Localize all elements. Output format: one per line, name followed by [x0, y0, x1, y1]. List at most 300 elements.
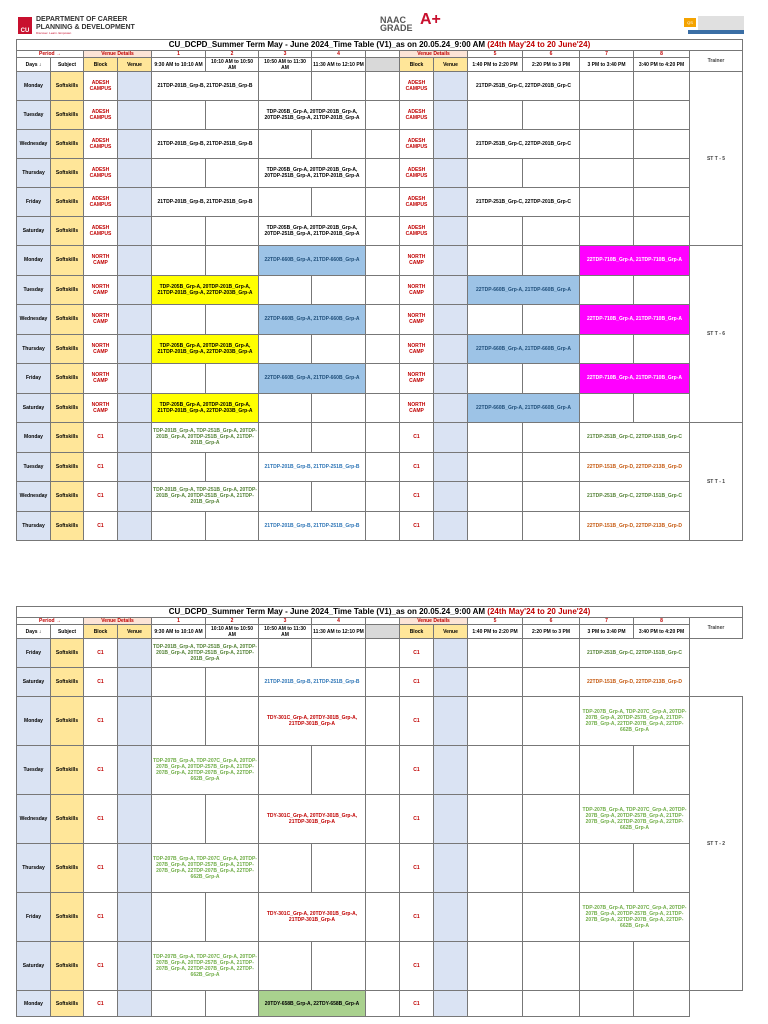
venue-cell	[434, 101, 468, 130]
empty-cell	[580, 393, 634, 423]
block-cell: ADESH CAMPUS	[400, 159, 434, 188]
block-cell: C1	[400, 746, 434, 795]
subject-cell: Softskills	[51, 639, 84, 668]
class-cell: 20TDY-658B_Grp-A, 22TDY-658B_Grp-A	[259, 991, 366, 1017]
block-cell: C1	[400, 511, 434, 541]
naac-line-2: GRADE	[380, 23, 413, 33]
class-cell: 22TDP-710B_Grp-A, 21TDP-710B_Grp-A	[580, 246, 690, 276]
dept-tagline: Discover. Learn. Empower.	[36, 31, 72, 35]
lunch-cell	[366, 668, 400, 697]
empty-cell	[580, 991, 634, 1017]
time-slot-header: 3 PM to 3:40 PM	[580, 58, 634, 72]
empty-cell	[152, 991, 206, 1017]
venue-cell	[434, 668, 468, 697]
time-slot-header: 10:50 AM to 11:30 AM	[259, 58, 312, 72]
venue-details-header: Venue Details	[84, 51, 152, 58]
venue-cell	[434, 364, 468, 394]
time-slot-header: 1:40 PM to 2:20 PM	[468, 625, 523, 639]
lunch-cell	[366, 393, 400, 423]
period-number: 1	[152, 51, 206, 58]
empty-cell	[259, 72, 312, 101]
lunch-cell	[366, 217, 400, 246]
empty-cell	[523, 746, 580, 795]
lunch-cell	[366, 305, 400, 335]
class-cell: TDP-207B_Grp-A, TDP-207C_Grp-A, 20TDP-207B_Grp-A, 20TDP-257B_Grp-A, 21TDP-207B_Grp-A, 22TDP-207B_Grp-A, 22TDP-662B_Grp-A	[152, 844, 259, 893]
empty-cell	[468, 101, 523, 130]
empty-cell	[468, 668, 523, 697]
empty-cell	[634, 393, 690, 423]
empty-cell	[206, 893, 259, 942]
naac-badge	[380, 11, 441, 33]
empty-cell	[468, 217, 523, 246]
venue-cell	[118, 334, 152, 364]
empty-cell	[152, 893, 206, 942]
class-cell: TDP-205B_Grp-A, 20TDP-201B_Grp-A, 21TDP-201B_Grp-A, 22TDP-203B_Grp-A	[152, 334, 259, 364]
trainer-cell: ST T - 5	[690, 72, 743, 246]
subject-cell: Softskills	[51, 364, 84, 394]
empty-cell	[468, 893, 523, 942]
dept-line-1: DEPARTMENT OF CAREER	[36, 16, 128, 23]
lunch-cell	[366, 697, 400, 746]
block-cell: C1	[400, 697, 434, 746]
venue-cell	[434, 217, 468, 246]
day-cell: Thursday	[17, 511, 51, 541]
spacer-cell	[366, 618, 400, 625]
empty-cell	[312, 844, 366, 893]
empty-cell	[259, 844, 312, 893]
empty-cell	[634, 130, 690, 159]
venue-cell	[434, 246, 468, 276]
empty-cell	[468, 746, 523, 795]
lunch-cell	[366, 72, 400, 101]
lunch-cell	[366, 452, 400, 482]
empty-cell	[580, 101, 634, 130]
block-cell: ADESH CAMPUS	[84, 217, 118, 246]
block-cell: ADESH CAMPUS	[400, 217, 434, 246]
class-cell: TDY-301C_Grp-A, 20TDY-301B_Grp-A, 21TDP-301B_Grp-A	[259, 893, 366, 942]
day-cell: Tuesday	[17, 275, 51, 305]
dept-name	[36, 16, 135, 32]
day-cell: Monday	[17, 72, 51, 101]
venue-cell	[434, 511, 468, 541]
venue-cell	[118, 159, 152, 188]
empty-cell	[259, 130, 312, 159]
day-cell: Saturday	[17, 668, 51, 697]
empty-cell	[523, 697, 580, 746]
day-cell: Tuesday	[17, 101, 51, 130]
empty-cell	[523, 991, 580, 1017]
block-cell: ADESH CAMPUS	[400, 101, 434, 130]
venue-cell	[434, 795, 468, 844]
block-header: Block	[400, 58, 434, 72]
trainer-header: Trainer	[690, 51, 743, 72]
venue-cell	[118, 452, 152, 482]
time-slot-header: 11:30 AM to 12:10 PM	[312, 625, 366, 639]
venue-cell	[118, 188, 152, 217]
block-cell: NORTH CAMP	[400, 393, 434, 423]
block-cell: C1	[84, 452, 118, 482]
venue-cell	[118, 844, 152, 893]
class-cell: 21TDP-201B_Grp-B, 21TDP-251B_Grp-B	[259, 452, 366, 482]
empty-cell	[523, 668, 580, 697]
empty-cell	[206, 217, 259, 246]
block-cell: NORTH CAMP	[400, 275, 434, 305]
block-cell: NORTH CAMP	[84, 393, 118, 423]
venue-cell	[118, 482, 152, 512]
time-slot-header: 10:10 AM to 10:50 AM	[206, 58, 259, 72]
empty-cell	[468, 697, 523, 746]
subject-cell: Softskills	[51, 482, 84, 512]
trainer-header: Trainer	[690, 618, 743, 639]
block-cell: C1	[400, 942, 434, 991]
day-cell: Tuesday	[17, 746, 51, 795]
subject-cell: Softskills	[51, 991, 84, 1017]
empty-cell	[523, 482, 580, 512]
class-cell: 22TDP-660B_Grp-A, 21TDP-660B_Grp-A	[468, 275, 580, 305]
venue-header: Venue	[118, 58, 152, 72]
lunch-cell	[366, 334, 400, 364]
day-cell: Wednesday	[17, 795, 51, 844]
day-cell: Wednesday	[17, 482, 51, 512]
empty-cell	[152, 364, 206, 394]
trainer-cell: ST T - 2	[690, 697, 743, 991]
block-cell: C1	[400, 639, 434, 668]
lunch-cell	[366, 893, 400, 942]
subject-cell: Softskills	[51, 697, 84, 746]
empty-cell	[206, 101, 259, 130]
block-header: Block	[84, 625, 118, 639]
subject-cell: Softskills	[51, 305, 84, 335]
empty-cell	[580, 159, 634, 188]
block-cell: NORTH CAMP	[400, 305, 434, 335]
empty-cell	[152, 246, 206, 276]
date-range: (24th May'24 to 20 June'24)	[487, 607, 591, 616]
period-number: 8	[634, 51, 690, 58]
empty-cell	[259, 942, 312, 991]
empty-cell	[523, 159, 580, 188]
class-cell: 22TDP-710B_Grp-A, 21TDP-710B_Grp-A	[580, 305, 690, 335]
period-number: 3	[259, 51, 312, 58]
time-slot-header: 9:30 AM to 10:10 AM	[152, 58, 206, 72]
block-cell: NORTH CAMP	[84, 334, 118, 364]
class-cell: 21TDP-201B_Grp-B, 21TDP-251B_Grp-B	[152, 72, 259, 101]
venue-cell	[118, 72, 152, 101]
empty-cell	[468, 942, 523, 991]
class-cell: 21TDP-251B_Grp-C, 22TDP-151B_Grp-C	[580, 423, 690, 453]
class-cell: 22TDP-710B_Grp-A, 21TDP-710B_Grp-A	[580, 364, 690, 394]
subject-cell: Softskills	[51, 130, 84, 159]
block-cell: C1	[84, 844, 118, 893]
naac-grade: A+	[420, 11, 441, 28]
days-header: Days ↓	[17, 58, 51, 72]
timetable-title	[17, 607, 743, 618]
block-header: Block	[84, 58, 118, 72]
day-cell: Tuesday	[17, 452, 51, 482]
empty-cell	[523, 639, 580, 668]
logo-text: CU	[20, 28, 30, 34]
period-label: Period →	[17, 51, 84, 58]
block-cell: NORTH CAMP	[400, 246, 434, 276]
empty-cell	[312, 393, 366, 423]
block-header: Block	[400, 625, 434, 639]
empty-cell	[206, 668, 259, 697]
class-cell: TDP-201B_Grp-A, TDP-251B_Grp-A, 20TDP-201B_Grp-A, 20TDP-251B_Grp-A, 21TDP-201B_Grp-A	[152, 639, 259, 668]
time-slot-header: 2:20 PM to 3 PM	[523, 625, 580, 639]
venue-cell	[434, 130, 468, 159]
empty-cell	[634, 746, 690, 795]
class-cell: 21TDP-201B_Grp-B, 21TDP-251B_Grp-B	[152, 188, 259, 217]
empty-cell	[634, 72, 690, 101]
block-cell: ADESH CAMPUS	[84, 159, 118, 188]
empty-cell	[580, 942, 634, 991]
lunch-cell	[366, 101, 400, 130]
subject-header: Subject	[51, 625, 84, 639]
time-slot-header: 11:30 AM to 12:10 PM	[312, 58, 366, 72]
day-cell: Wednesday	[17, 130, 51, 159]
cu-logo-icon	[18, 17, 32, 34]
empty-cell	[523, 844, 580, 893]
empty-cell	[312, 942, 366, 991]
venue-header: Venue	[434, 625, 468, 639]
block-cell: NORTH CAMP	[400, 334, 434, 364]
subject-cell: Softskills	[51, 188, 84, 217]
venue-cell	[118, 305, 152, 335]
block-cell: C1	[84, 511, 118, 541]
block-cell: C1	[84, 697, 118, 746]
spacer-cell	[366, 58, 400, 72]
empty-cell	[312, 746, 366, 795]
block-cell: C1	[84, 795, 118, 844]
empty-cell	[152, 697, 206, 746]
empty-cell	[206, 364, 259, 394]
empty-cell	[523, 101, 580, 130]
venue-cell	[434, 893, 468, 942]
lunch-cell	[366, 844, 400, 893]
spacer-cell	[366, 51, 400, 58]
period-number: 5	[468, 618, 523, 625]
lunch-cell	[366, 511, 400, 541]
empty-cell	[468, 305, 523, 335]
block-cell: C1	[84, 893, 118, 942]
class-cell: TDY-301C_Grp-A, 20TDY-301B_Grp-A, 21TDP-301B_Grp-A	[259, 795, 366, 844]
subject-cell: Softskills	[51, 275, 84, 305]
trainer-cell: ST T - 1	[690, 423, 743, 541]
venue-cell	[434, 639, 468, 668]
empty-cell	[468, 452, 523, 482]
timetable-1	[16, 39, 743, 541]
empty-cell	[259, 639, 312, 668]
class-cell: TDP-205B_Grp-A, 20TDP-201B_Grp-A, 21TDP-201B_Grp-A, 22TDP-203B_Grp-A	[152, 393, 259, 423]
lunch-cell	[366, 246, 400, 276]
time-slot-header: 10:10 AM to 10:50 AM	[206, 625, 259, 639]
block-cell: NORTH CAMP	[400, 364, 434, 394]
class-cell: 22TDP-151B_Grp-D, 22TDP-213B_Grp-D	[580, 668, 690, 697]
class-cell: TDY-301C_Grp-A, 20TDY-301B_Grp-A, 21TDP-301B_Grp-A	[259, 697, 366, 746]
subject-cell: Softskills	[51, 101, 84, 130]
venue-details-header: Venue Details	[84, 618, 152, 625]
class-cell: TDP-205B_Grp-A, 20TDP-201B_Grp-A, 21TDP-201B_Grp-A, 22TDP-203B_Grp-A	[152, 275, 259, 305]
date-range: (24th May'24 to 20 June'24)	[487, 40, 591, 49]
block-cell: NORTH CAMP	[84, 305, 118, 335]
empty-cell	[580, 72, 634, 101]
venue-header: Venue	[434, 58, 468, 72]
empty-cell	[259, 746, 312, 795]
class-cell: TDP-201B_Grp-A, TDP-251B_Grp-A, 20TDP-201B_Grp-A, 20TDP-251B_Grp-A, 21TDP-201B_Grp-A	[152, 482, 259, 512]
class-cell: TDP-205B_Grp-A, 20TDP-201B_Grp-A, 20TDP-251B_Grp-A, 21TDP-201B_Grp-A	[259, 159, 366, 188]
subject-cell: Softskills	[51, 746, 84, 795]
class-cell: 22TDP-660B_Grp-A, 21TDP-660B_Grp-A	[259, 246, 366, 276]
title-text: CU_DCPD_Summer Term May - June 2024_Time Table (V1)_as on 20.05.24_9:00 AM	[168, 607, 488, 616]
lunch-cell	[366, 942, 400, 991]
venue-cell	[434, 159, 468, 188]
lunch-cell	[366, 639, 400, 668]
lunch-cell	[366, 795, 400, 844]
venue-cell	[434, 334, 468, 364]
venue-cell	[434, 393, 468, 423]
empty-cell	[580, 130, 634, 159]
class-cell: TDP-207B_Grp-A, TDP-207C_Grp-A, 20TDP-207B_Grp-A, 20TDP-257B_Grp-A, 21TDP-207B_Grp-A, 22TDP-207B_Grp-A, 22TDP-662B_Grp-A	[580, 795, 690, 844]
empty-cell	[468, 159, 523, 188]
venue-cell	[118, 275, 152, 305]
day-cell: Friday	[17, 364, 51, 394]
class-cell: TDP-207B_Grp-A, TDP-207C_Grp-A, 20TDP-207B_Grp-A, 20TDP-257B_Grp-A, 21TDP-207B_Grp-A, 22TDP-207B_Grp-A, 22TDP-662B_Grp-A	[580, 697, 690, 746]
timetable-2	[16, 606, 743, 1017]
lunch-cell	[366, 364, 400, 394]
time-slot-header: 3:40 PM to 4:20 PM	[634, 625, 690, 639]
trainer-cell: ST T - 6	[690, 246, 743, 423]
empty-cell	[259, 393, 312, 423]
empty-cell	[580, 334, 634, 364]
venue-details-header: Venue Details	[400, 51, 468, 58]
class-cell: TDP-201B_Grp-A, TDP-251B_Grp-A, 20TDP-201B_Grp-A, 20TDP-251B_Grp-A, 21TDP-201B_Grp-A	[152, 423, 259, 453]
venue-cell	[434, 942, 468, 991]
lunch-cell	[366, 159, 400, 188]
empty-cell	[468, 795, 523, 844]
empty-cell	[206, 452, 259, 482]
venue-cell	[118, 364, 152, 394]
day-cell: Saturday	[17, 942, 51, 991]
empty-cell	[312, 639, 366, 668]
block-cell: C1	[400, 893, 434, 942]
empty-cell	[634, 188, 690, 217]
block-cell: NORTH CAMP	[84, 246, 118, 276]
empty-cell	[152, 305, 206, 335]
venue-cell	[118, 746, 152, 795]
empty-cell	[634, 334, 690, 364]
subject-cell: Softskills	[51, 893, 84, 942]
lunch-cell	[366, 188, 400, 217]
time-slot-header: 3:40 PM to 4:20 PM	[634, 58, 690, 72]
class-cell: 22TDP-151B_Grp-D, 22TDP-213B_Grp-D	[580, 452, 690, 482]
block-cell: ADESH CAMPUS	[84, 101, 118, 130]
empty-cell	[468, 844, 523, 893]
class-cell: 21TDP-201B_Grp-B, 21TDP-251B_Grp-B	[259, 511, 366, 541]
day-cell: Monday	[17, 697, 51, 746]
empty-cell	[468, 423, 523, 453]
day-cell: Thursday	[17, 334, 51, 364]
empty-cell	[634, 844, 690, 893]
empty-cell	[634, 217, 690, 246]
empty-cell	[312, 130, 366, 159]
class-cell: 22TDP-660B_Grp-A, 21TDP-660B_Grp-A	[259, 364, 366, 394]
class-cell: 21TDP-251B_Grp-C, 22TDP-201B_Grp-C	[468, 72, 580, 101]
venue-cell	[118, 511, 152, 541]
empty-cell	[312, 72, 366, 101]
class-cell: 21TDP-251B_Grp-C, 22TDP-201B_Grp-C	[468, 188, 580, 217]
venue-cell	[434, 305, 468, 335]
empty-cell	[580, 844, 634, 893]
empty-cell	[152, 795, 206, 844]
empty-cell	[206, 159, 259, 188]
day-cell: Monday	[17, 423, 51, 453]
venue-details-header: Venue Details	[400, 618, 468, 625]
day-cell: Monday	[17, 991, 51, 1017]
period-number: 8	[634, 618, 690, 625]
class-cell: TDP-205B_Grp-A, 20TDP-201B_Grp-A, 20TDP-251B_Grp-A, 21TDP-201B_Grp-A	[259, 101, 366, 130]
empty-cell	[580, 217, 634, 246]
venue-header: Venue	[118, 625, 152, 639]
empty-cell	[523, 511, 580, 541]
empty-cell	[206, 697, 259, 746]
period-number: 6	[523, 51, 580, 58]
empty-cell	[312, 188, 366, 217]
day-cell: Saturday	[17, 217, 51, 246]
day-cell: Friday	[17, 893, 51, 942]
venue-cell	[434, 452, 468, 482]
empty-cell	[259, 482, 312, 512]
venue-cell	[434, 72, 468, 101]
block-cell: C1	[400, 795, 434, 844]
day-cell: Saturday	[17, 393, 51, 423]
class-cell: 21TDP-201B_Grp-B, 21TDP-251B_Grp-B	[259, 668, 366, 697]
period-number: 7	[580, 51, 634, 58]
subject-cell: Softskills	[51, 72, 84, 101]
period-number: 3	[259, 618, 312, 625]
empty-cell	[206, 795, 259, 844]
subject-cell: Softskills	[51, 423, 84, 453]
block-cell: C1	[400, 452, 434, 482]
empty-cell	[312, 334, 366, 364]
class-cell: 22TDP-660B_Grp-A, 21TDP-660B_Grp-A	[468, 393, 580, 423]
empty-cell	[259, 275, 312, 305]
class-cell: 21TDP-201B_Grp-B, 21TDP-251B_Grp-B	[152, 130, 259, 159]
empty-cell	[206, 305, 259, 335]
empty-cell	[523, 795, 580, 844]
venue-cell	[434, 275, 468, 305]
period-label: Period →	[17, 618, 84, 625]
venue-cell	[434, 844, 468, 893]
block-cell: ADESH CAMPUS	[400, 130, 434, 159]
empty-cell	[312, 275, 366, 305]
class-cell: 21TDP-251B_Grp-C, 22TDP-151B_Grp-C	[580, 482, 690, 512]
class-cell: 21TDP-251B_Grp-C, 22TDP-201B_Grp-C	[468, 130, 580, 159]
title-text: CU_DCPD_Summer Term May - June 2024_Time Table (V1)_as on 20.05.24_9:00 AM	[168, 40, 488, 49]
empty-cell	[152, 668, 206, 697]
subject-cell: Softskills	[51, 217, 84, 246]
lunch-cell	[366, 423, 400, 453]
day-cell: Thursday	[17, 159, 51, 188]
lunch-cell	[366, 275, 400, 305]
day-cell: Friday	[17, 188, 51, 217]
block-cell: C1	[84, 482, 118, 512]
venue-cell	[434, 423, 468, 453]
dept-line-2: PLANNING & DEVELOPMENT	[36, 24, 135, 31]
block-cell: C1	[400, 423, 434, 453]
day-cell: Friday	[17, 639, 51, 668]
empty-cell	[523, 423, 580, 453]
subject-cell: Softskills	[51, 159, 84, 188]
empty-cell	[152, 101, 206, 130]
